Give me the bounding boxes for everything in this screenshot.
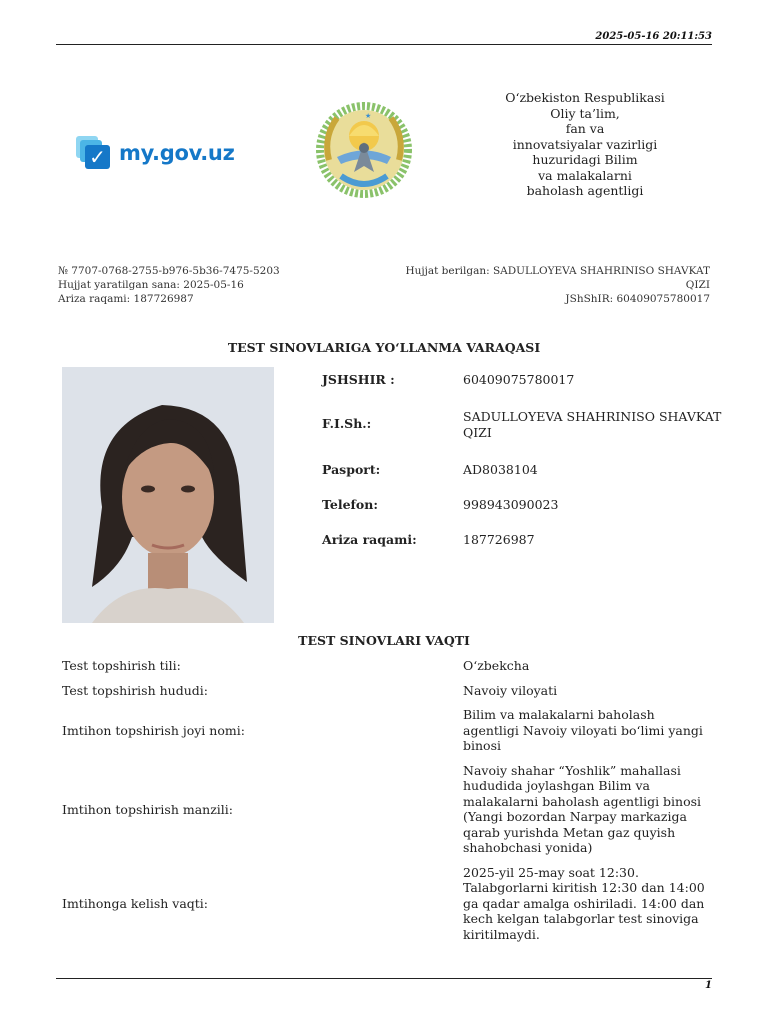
info-row-jshshir bbox=[322, 372, 722, 388]
recipient-meta bbox=[380, 264, 710, 306]
info-label: Pasport: bbox=[322, 462, 381, 477]
schedule-value: Navoiy shahar “Yoshlik” mahallasi hududida joylashgan Bilim va malakalarni baholash agentligi binosi (Yangi bozordan Narpay markaziga qarab yurishda Metan gaz quyish shahobchasi yonida) bbox=[463, 762, 702, 855]
schedule-value: Bilim va malakalarni baholash agentligi Navoiy viloyati bo‘limi yangi binosi bbox=[463, 707, 703, 753]
schedule-label: Test topshirish tili: bbox=[62, 658, 181, 674]
schedule-value: 2025-yil 25-may soat 12:30. Talabgorlarni kiritish 12:30 dan 14:00 ga qadar amalga oshiriladi. 14:00 dan kech kelgan talabgorlar test sinoviga kiritilmaydi. bbox=[463, 864, 705, 942]
applicant-photo bbox=[62, 367, 274, 623]
agency-line: Oliy ta’lim, bbox=[550, 105, 620, 121]
checkmark-icon: ✓ bbox=[85, 145, 110, 169]
recipient-jshshir: JShShIR: 60409075780017 bbox=[565, 293, 710, 305]
info-label: F.I.Sh.: bbox=[322, 416, 372, 431]
info-value: SADULLOYEVA SHAHRINISO SHAVKAT QIZI bbox=[463, 409, 722, 440]
header-divider bbox=[56, 44, 712, 45]
agency-line: O‘zbekiston Respublikasi bbox=[505, 90, 665, 105]
info-label: JSHSHIR : bbox=[322, 372, 395, 387]
agency-line: fan va bbox=[565, 121, 605, 136]
agency-name bbox=[480, 90, 690, 199]
info-row-phone bbox=[322, 497, 722, 513]
schedule-row bbox=[62, 683, 712, 699]
info-row-application bbox=[322, 532, 722, 548]
issued-to-continued: QIZI bbox=[685, 279, 710, 291]
agency-line: va malakalarni bbox=[538, 167, 632, 183]
state-emblem-icon bbox=[313, 102, 415, 198]
agency-line: innovatsiyalar vazirligi bbox=[512, 136, 658, 152]
footer-divider bbox=[56, 978, 712, 979]
info-label: Ariza raqami: bbox=[322, 532, 417, 547]
logo-mark bbox=[76, 136, 112, 170]
application-number: Ariza raqami: 187726987 bbox=[58, 293, 194, 305]
mygov-logo bbox=[76, 136, 235, 170]
schedule-row bbox=[62, 707, 712, 754]
schedule-row bbox=[62, 658, 712, 674]
info-value: 60409075780017 bbox=[463, 372, 575, 387]
document-meta bbox=[58, 264, 280, 306]
created-date: Hujjat yaratilgan sana: 2025-05-16 bbox=[58, 279, 244, 291]
issued-to: Hujjat berilgan: SADULLOYEVA SHAHRINISO SHAVKAT bbox=[405, 265, 710, 277]
schedule-value: O‘zbekcha bbox=[463, 658, 530, 673]
info-row-fish bbox=[322, 409, 722, 440]
schedule-row bbox=[62, 865, 712, 943]
schedule-label: Test topshirish hududi: bbox=[62, 682, 208, 698]
info-value: 998943090023 bbox=[463, 497, 559, 512]
schedule-value: Navoiy viloyati bbox=[463, 682, 558, 698]
document-timestamp: 2025-05-16 20:11:53 bbox=[595, 31, 712, 42]
agency-line: baholash agentligi bbox=[526, 183, 644, 198]
info-value: 187726987 bbox=[463, 532, 535, 547]
logo-text: my.gov.uz bbox=[119, 141, 235, 165]
schedule-label: Imtihon topshirish joyi nomi: bbox=[62, 722, 245, 738]
schedule-label: Imtihonga kelish vaqti: bbox=[62, 895, 209, 911]
info-label: Telefon: bbox=[322, 497, 378, 512]
info-row-passport bbox=[322, 462, 722, 478]
schedule-table bbox=[62, 658, 712, 951]
schedule-label: Imtihon topshirish manzili: bbox=[62, 801, 233, 817]
schedule-title: TEST SINOVLARI VAQTI bbox=[298, 633, 470, 648]
referral-title: TEST SINOVLARIGA YO‘LLANMA VARAQASI bbox=[227, 340, 541, 355]
svg-text:★: ★ bbox=[365, 112, 372, 120]
agency-line: huzuridagi Bilim bbox=[532, 152, 638, 167]
document-number: № 7707-0768-2755-b976-5b36-7475-5203 bbox=[58, 265, 280, 277]
schedule-row bbox=[62, 763, 712, 856]
info-value: AD8038104 bbox=[463, 462, 538, 477]
page-number: 1 bbox=[705, 980, 712, 991]
